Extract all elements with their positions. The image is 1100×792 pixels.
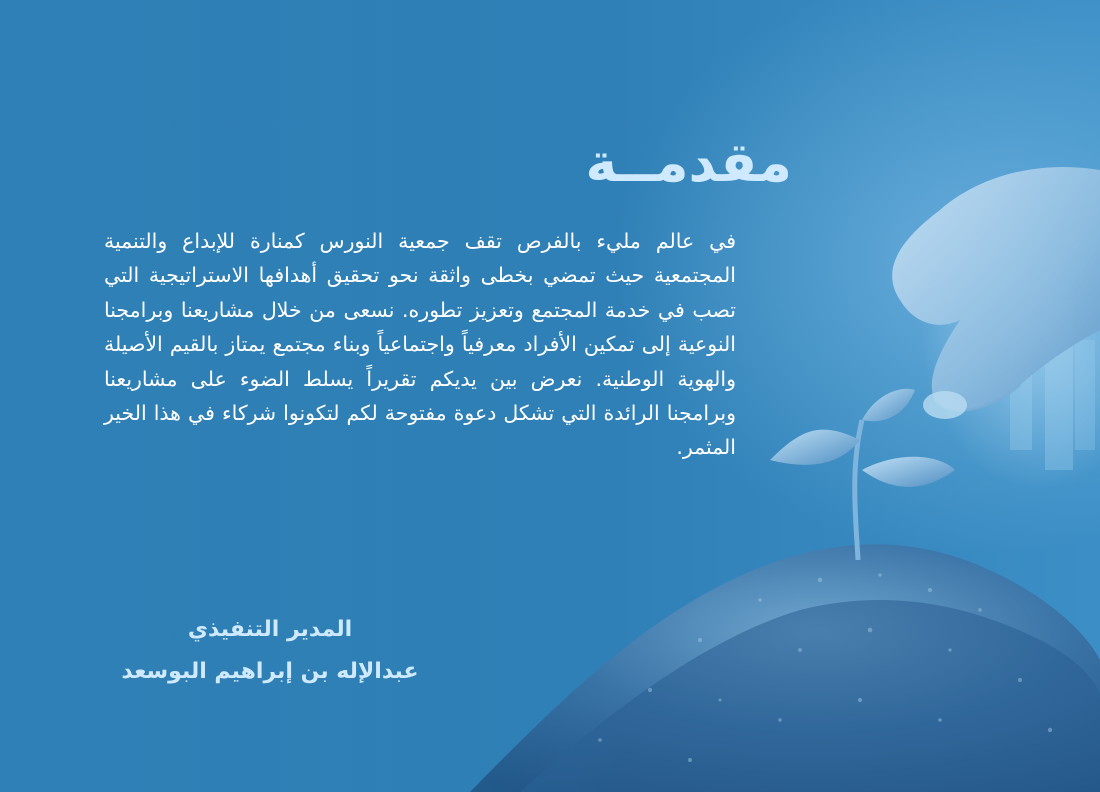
intro-paragraph: في عالم مليء بالفرص تقف جمعية النورس كمنارة للإبداع والتنمية المجتمعية حيث تمضي بخطى واثقة نحو تحقيق أهدافها الاستراتيجية التي تصب في خدمة المجتمع وتعزيز تطوره. نسعى من خلال مشاريعنا وبرامجنا النوعية إلى تمكين الأفراد معرفياً واجتماعياً وبناء مجتمع يمتاز بالقيم الأصيلة والهوية الوطنية. نعرض بين يديكم تقريراً يسلط الضوء على مشاريعنا وبرامجنا الرائدة التي تشكل دعوة مفتوحة لكم لتكونوا شركاء في هذا الخير المثمر. xyxy=(104,229,736,460)
signature-block xyxy=(90,610,450,694)
page-title: مقدمــة xyxy=(585,131,792,194)
signature-name: عبدالإله بن إبراهيم البوسعد xyxy=(121,659,419,684)
signature-role: المدير التنفيذي xyxy=(187,617,353,642)
